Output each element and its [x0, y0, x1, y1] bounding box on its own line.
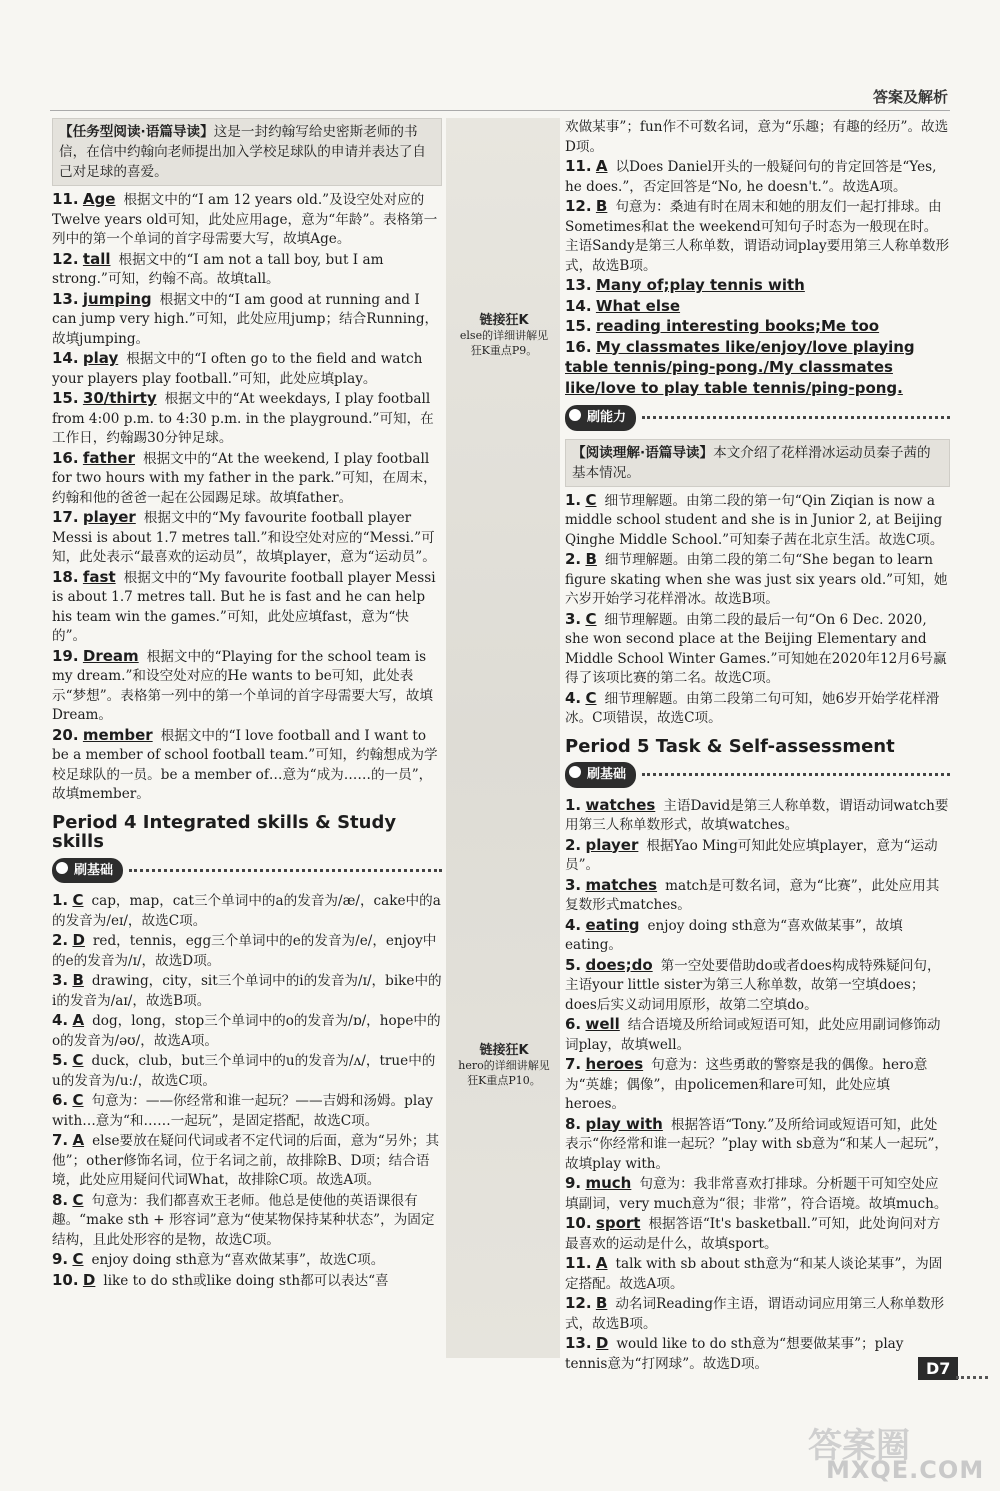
answer-item: [565, 276, 950, 297]
item-number: 20.: [52, 725, 79, 744]
answer-list: [565, 491, 950, 729]
link-note-text: else的详细讲解见狂K重点P9。: [459, 329, 549, 357]
answer-item: [52, 971, 442, 1011]
item-explanation: 根据文中的“Playing for the school team is my dream.”和设空处对应的He wants to be可知，此处表示“梦想”。表格第一列中的第一个单词的首字母需要大写，故填Dream。: [52, 648, 433, 723]
item-answer: father: [82, 448, 135, 467]
item-number: 16.: [565, 337, 592, 356]
link-note-text: hero的详细讲解见狂K重点P10。: [458, 1059, 550, 1087]
item-number: 13.: [565, 1334, 592, 1352]
item-answer: much: [585, 1174, 632, 1192]
item-explanation: 句意为：我们都喜欢王老师。他总是使他的英语课很有趣。“make sth + 形容词”意为“使某物保持某种状态”，为固定结构，且此处形容的是物，故选C项。: [52, 1192, 435, 1248]
badge-dots: [642, 773, 950, 776]
item-explanation: 句意为：桑迪有时在周末和她的朋友们一起打排球。由Sometimes和at the weekend可知句子时态为一般现在时。主语Sandy是第三人称单数，谓语动词play要用第三人称单数形式，故选B项。: [565, 199, 950, 274]
item-explanation: else要放在疑问代词或者不定代词的后面，意为“另外；其他”；other修饰名词，位于名词之前，故排除B、D项；结合语境，此处应用疑问代词What，故排除C项。故选A项。: [52, 1133, 440, 1188]
item-explanation: 根据答语“Tony.”及所给词或短语可知，此处表示“你经常和谁一起玩？”play with sb意为“和某人一起玩”，故填play with。: [565, 1116, 949, 1172]
item-number: 14.: [52, 349, 79, 367]
item-answer: member: [82, 725, 153, 744]
answer-item: [565, 1254, 950, 1294]
item-number: 3.: [52, 971, 69, 989]
watermark-logo: 答案圈: [808, 1426, 910, 1466]
badge-dots: [642, 416, 950, 419]
answer-item: [52, 1271, 442, 1292]
item-number: 18.: [52, 567, 79, 586]
item-number: 6.: [52, 1091, 69, 1109]
item-explanation: talk with sb about sth意为“和某人谈论某事”，为固定搭配。故选A项。: [565, 1256, 943, 1292]
item-number: 4.: [565, 915, 582, 934]
answer-item: [52, 568, 442, 647]
answer-item: [565, 550, 950, 610]
item-explanation: cap，map，cat三个单词中的a的发音为/æ/，cake中的a的发音为/eɪ/，故选C项。: [52, 893, 441, 929]
item-explanation: 根据文中的“I am 12 years old.”及设空处对应的Twelve years old可知，此处应用age，意为“年龄”。表格第一列中的第一个单词的首字母需要大写，故填Age。: [52, 192, 438, 247]
item-answer: player: [82, 508, 136, 526]
item-number: 9.: [565, 1174, 582, 1192]
answer-item: [565, 338, 950, 400]
item-explanation: 结合语境及所给词或短语可知，此处应用副词修饰动词play，故填well。: [565, 1017, 941, 1053]
item-answer: jumping: [82, 289, 152, 308]
item-explanation: 根据文中的“My favourite football player Messi is about 1.7 metres tall.”和设空处对应的“Messi.”可知，此处表示“最喜欢的运动员”，故填player，意为“运动员”。: [52, 510, 436, 565]
guide-text: 本文介绍了花样滑冰运动员秦子茜的基本情况。: [572, 444, 931, 481]
page-number: D7: [918, 1357, 958, 1380]
answer-item: [52, 1131, 442, 1191]
item-explanation: 句意为：这些勇敢的警察是我的偶像。hero意为“英雄；偶像”，由policemen和are可知，此处应填heroes。: [565, 1057, 928, 1112]
answer-item: [52, 190, 442, 250]
item-number: 3.: [565, 609, 582, 628]
item-explanation: 句意为：——你经常和谁一起玩？——吉姆和汤姆。play with…意为“和……一起玩”，是固定搭配，故选C项。: [52, 1093, 433, 1129]
right-column: [565, 118, 950, 1374]
answer-item: [565, 1294, 950, 1334]
item-answer: B: [595, 197, 608, 215]
item-explanation: match是可数名词，意为“比赛”，此处应用其复数形式matches。: [565, 877, 940, 913]
item-number: 4.: [52, 1011, 69, 1029]
item-number: 12.: [565, 197, 592, 215]
item-explanation: 细节理解题。由第二段的最后一句“On 6 Dec. 2020, she won second place at the Beijing Elementary and Middle School Winter Games.”可知她在2020年12月6号赢得了该项比赛的第二名。故选C项。: [565, 611, 947, 686]
item-number: 10.: [52, 1270, 79, 1289]
item-explanation: duck，club，but三个单词中的u的发音为/ʌ/，true中的u的发音为/uː/，故选C项。: [52, 1053, 436, 1089]
item-answer: C: [585, 490, 597, 509]
answer-item: [565, 916, 950, 956]
item-answer: A: [595, 157, 608, 175]
answer-item: [52, 290, 442, 350]
item-answer: tall: [82, 249, 111, 268]
item-number: 11.: [52, 190, 79, 208]
item-answer: C: [585, 688, 597, 707]
item-explanation: 根据文中的“At weekdays, I play football from 4:00 p.m. to 4:30 p.m. in the playground.”可知，在工作日，约翰踢30分钟足球。: [52, 391, 434, 446]
item-number: 17.: [52, 508, 79, 526]
answer-item: [565, 1174, 950, 1214]
badge-label: 刷基础: [565, 762, 636, 788]
item-number: 13.: [52, 289, 79, 308]
answer-item: [52, 508, 442, 568]
answer-item: [565, 297, 950, 318]
item-number: 19.: [52, 646, 79, 665]
page-number-dots: [956, 1376, 988, 1379]
answer-item: [565, 491, 950, 551]
item-number: 10.: [565, 1214, 592, 1232]
item-answer: C: [72, 891, 84, 909]
item-answer: sport: [595, 1214, 641, 1232]
section-badge: [565, 405, 950, 431]
item-explanation: 细节理解题。由第二段的第一句“Qin Ziqian is now a middle school student and she is in Junior 2, at Beijing Qinghe Middle School.”可知秦子茜在北京生活。故选C项。: [565, 492, 944, 548]
item-number: 2.: [565, 550, 582, 568]
item-explanation: 根据文中的“At the weekend, I play football for two hours with my father in the park.”可知，在周末，约翰和他的爸爸一起在公园踢足球。故填father。: [52, 450, 437, 506]
item-explanation: 句意为：我非常喜欢打排球。分析题干可知空处应填副词，very much意为“很；非常”，符合语境。故填much。: [565, 1176, 948, 1212]
answer-item: [565, 610, 950, 689]
item-explanation: 第一空处要借助do或者does构成特殊疑问句，主语your little sister为第三人称单数，故第一空填does；does后实义动词用原形，故第二空填do。: [565, 957, 941, 1013]
guide-label: 【阅读理解·语篇导读】: [572, 444, 714, 461]
item-answer: play with: [585, 1114, 663, 1133]
guide-text: 这是一封约翰写给史密斯老师的书信，在信中约翰向老师提出加入学校足球队的申请并表达了自己对足球的喜爱。: [59, 124, 427, 180]
answer-item: [565, 1055, 950, 1115]
answer-item: [52, 250, 442, 290]
item-number: 8.: [565, 1114, 582, 1133]
item-answer: C: [72, 1190, 84, 1209]
item-explanation: 根据文中的“I am good at running and I can jump very high.”可知，此处应用jump；结合Running，故填jumping。: [52, 291, 439, 347]
answer-item: [565, 157, 950, 197]
reading-guide: [565, 439, 950, 487]
item-answer: A: [72, 1131, 85, 1149]
left-column: [52, 118, 442, 1291]
item-explanation: 根据文中的“I love football and I want to be a member of school football team.”可知，约翰想成为学校足球队的一员。be a member of…意为“成为……的一员”，故填member。: [52, 727, 438, 802]
item-answer: watches: [585, 795, 656, 814]
item-answer: D: [82, 1270, 96, 1289]
item-explanation: 根据答语“It's basketball.”可知，此处询问对方最喜欢的运动是什么，故填sport。: [565, 1216, 941, 1252]
answer-list: [565, 157, 950, 399]
item-explanation: 根据文中的“My favourite football player Messi is about 1.7 metres tall. But he is fast and he can help his team win the games.”可知，此处应填fast，意为“快的”。: [52, 569, 436, 644]
item-explanation: would like to do sth意为“想要做某事”；play tennis意为“打网球”。故选D项。: [565, 1336, 904, 1372]
item-answer: heroes: [585, 1055, 644, 1073]
item-number: 1.: [565, 795, 582, 814]
item-explanation: 根据Yao Ming可知此处应填player，意为“运动员”。: [565, 837, 938, 873]
answer-item: [565, 796, 950, 836]
item-number: 4.: [565, 688, 582, 707]
item-answer: player: [585, 835, 639, 854]
item-answer: Age: [82, 190, 116, 208]
item-explanation: 以Does Daniel开头的一般疑问句的肯定回答是“Yes, he does.”，否定回答是“No, he doesn't.”。故选A项。: [565, 159, 937, 195]
link-note-hero: [458, 1043, 550, 1088]
item-explanation: 细节理解题。由第二段的第二句“She began to learn figure skating when she was just six years old.”可知，她六岁开始学习花样滑冰。故选B项。: [565, 552, 948, 607]
item-answer: fast: [82, 567, 116, 586]
item-number: 15.: [565, 317, 592, 335]
item-number: 12.: [565, 1294, 592, 1312]
item-number: 1.: [565, 490, 582, 509]
item-explanation: 根据文中的“I often go to the field and watch your players play football.”可知，此处应填play。: [52, 351, 423, 387]
item-number: 5.: [565, 955, 582, 974]
watermark-url: MXQE.COM: [826, 1456, 985, 1484]
answer-item: [52, 449, 442, 509]
item-number: 16.: [52, 448, 79, 467]
link-note-else: [458, 313, 550, 358]
item-answer: B: [72, 971, 84, 989]
item-answer: eating: [585, 915, 640, 934]
answer-item: [52, 726, 442, 805]
item-number: 13.: [565, 276, 592, 294]
period-4-title: Period 4 Integrated skills & Study skills: [52, 811, 397, 852]
item-number: 7.: [52, 1131, 69, 1149]
item-answer: What else: [595, 296, 681, 315]
item-answer: C: [72, 1250, 84, 1268]
item-answer: does;do: [585, 955, 653, 974]
item-answer: C: [72, 1091, 84, 1109]
answer-list: [565, 796, 950, 1375]
answer-item: [52, 931, 442, 971]
item-explanation: red，tennis，egg三个单词中的e的发音为/e/，enjoy中的e的发音为/ɪ/，故选D项。: [52, 933, 437, 969]
item-number: 14.: [565, 296, 592, 315]
item-number: 6.: [565, 1015, 582, 1033]
item-number: 5.: [52, 1051, 69, 1069]
answer-list: [52, 190, 442, 805]
item-answer: C: [585, 609, 597, 628]
answer-item: [565, 1115, 950, 1175]
item-answer: A: [595, 1254, 608, 1272]
item-number: 15.: [52, 389, 79, 407]
continued-text: 欢做某事”；fun作不可数名词，意为“乐趣；有趣的经历”。故选D项。: [565, 119, 949, 155]
item-number: 11.: [565, 157, 592, 175]
item-explanation: enjoy doing sth意为“喜欢做某事”，故选C项。: [91, 1252, 385, 1268]
item-explanation: dog，long，stop三个单词中的o的发音为/ɒ/，hope中的o的发音为/əʊ/，故选A项。: [52, 1013, 441, 1049]
item-answer: C: [72, 1051, 84, 1069]
item-number: 8.: [52, 1190, 69, 1209]
answer-item: [565, 317, 950, 338]
answer-item: [52, 891, 442, 931]
item-explanation: enjoy doing sth意为“喜欢做某事”，故填eating。: [565, 917, 903, 953]
answer-list: [52, 891, 442, 1291]
side-gutter: [446, 118, 560, 1358]
item-number: 2.: [52, 931, 69, 949]
header-divider: [50, 110, 950, 111]
item-number: 9.: [52, 1250, 69, 1268]
answer-item: [52, 389, 442, 449]
answer-item: [565, 956, 950, 1016]
badge-label: 刷基础: [52, 858, 123, 884]
item-answer: matches: [585, 875, 658, 894]
item-answer: D: [72, 931, 85, 949]
answer-item: [52, 349, 442, 389]
item-answer: reading interesting books;Me too: [595, 317, 880, 335]
section-badge: [52, 858, 442, 884]
answer-item: [565, 876, 950, 916]
item-explanation: 动名词Reading作主语，谓语动词应用第三人称单数形式，故选B项。: [565, 1296, 945, 1332]
answer-item: [565, 1015, 950, 1055]
item-number: 2.: [565, 835, 582, 854]
item-answer: Dream: [82, 646, 139, 665]
item-answer: B: [585, 550, 597, 568]
link-note-title: 链接狂K: [479, 313, 529, 328]
answer-item: [565, 1214, 950, 1254]
item-explanation: drawing，city，sit三个单词中的i的发音为/ɪ/，bike中的i的发音为/aɪ/，故选B项。: [52, 973, 442, 1009]
item-answer: play: [82, 349, 119, 367]
answer-item: [565, 689, 950, 729]
answer-item: [52, 1191, 442, 1251]
item-answer: well: [585, 1015, 620, 1033]
item-explanation: 根据文中的“I am not a tall boy, but I am strong.”可知，约翰不高。故填tall。: [52, 251, 384, 287]
answer-item: [52, 1091, 442, 1131]
item-number: 3.: [565, 875, 582, 894]
answer-item: [565, 1334, 950, 1374]
item-number: 11.: [565, 1254, 592, 1272]
item-number: 12.: [52, 249, 79, 268]
answer-item: [565, 197, 950, 276]
item-number: 1.: [52, 891, 69, 909]
item-answer: 30/thirty: [82, 389, 157, 407]
item-answer: My classmates like/enjoy/love playing table tennis/ping-pong./My classmates like/love to play table tennis/ping-pong.: [565, 337, 915, 397]
item-explanation: 主语David是第三人称单数，谓语动词watch要用第三人称单数形式，故填watches。: [565, 797, 949, 833]
item-explanation: 细节理解题。由第二段第二句可知，她6岁开始学花样滑冰。C项错误，故选C项。: [565, 690, 940, 726]
header-title: 答案及解析: [872, 88, 948, 106]
period-5-title: Period 5 Task & Self-assessment: [565, 735, 895, 757]
badge-dots: [129, 869, 442, 872]
item-answer: B: [595, 1294, 608, 1312]
item-answer: Many of;play tennis with: [595, 276, 805, 294]
item-number: 7.: [565, 1055, 582, 1073]
answer-item: [52, 1051, 442, 1091]
item-answer: D: [595, 1334, 609, 1352]
answer-item: [52, 1250, 442, 1271]
item-explanation: like to do sth或like doing sth都可以表达“喜: [103, 1272, 389, 1289]
answer-item: [565, 836, 950, 876]
guide-label: 【任务型阅读·语篇导读】: [59, 124, 214, 140]
task-reading-guide: [52, 118, 442, 186]
answer-item: [52, 647, 442, 726]
item-answer: A: [72, 1011, 85, 1029]
answer-item: [52, 1011, 442, 1051]
section-badge: [565, 762, 950, 788]
badge-label: 刷能力: [565, 405, 636, 431]
link-note-title: 链接狂K: [479, 1043, 529, 1058]
